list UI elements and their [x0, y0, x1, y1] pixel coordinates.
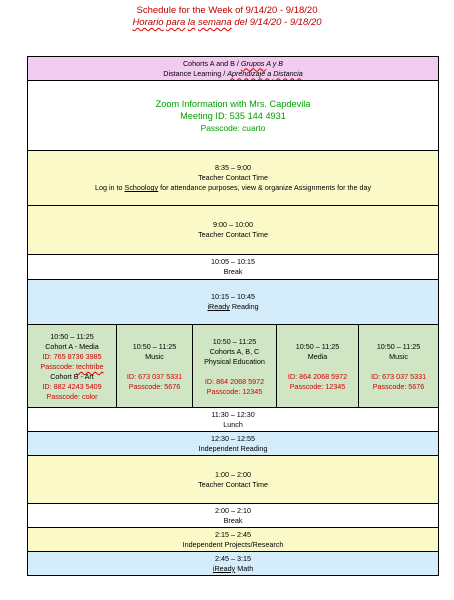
spacer: [277, 362, 358, 372]
specials-time: 10:50 – 11:25: [50, 332, 94, 341]
cohorts-text: Cohorts A and B /: [182, 58, 241, 68]
passcode-text: Passcode:: [40, 362, 76, 371]
specials-meeting-id: ID: 673 037 5331: [370, 372, 427, 381]
spacer: [359, 362, 438, 372]
zoom-cell: [28, 81, 439, 151]
specials-cell: [359, 325, 439, 408]
block-label: Independent Reading: [198, 443, 268, 453]
block-time: 10:05 – 10:15: [211, 257, 256, 266]
specials-time: 10:50 – 11:25: [132, 342, 177, 351]
specials-title: Cohorts A, B, C: [209, 347, 260, 356]
block-time: 2:00 – 2:10: [215, 505, 252, 515]
block-time: 8:35 – 9:00: [215, 163, 252, 172]
specials-title: Music: [145, 352, 164, 361]
zoom-row: [28, 81, 439, 151]
specials-title: Cohort A - Media: [45, 342, 99, 351]
distance-text-es: Distancia: [273, 68, 303, 78]
cohorts-text-es: Grupos: [240, 58, 267, 68]
specials-time: 10:50 – 11:25: [376, 342, 421, 351]
note-text: for attendance purposes, view & organize Assignments for the day: [158, 183, 372, 192]
label-text: Math: [235, 563, 254, 573]
specials-row: [28, 325, 439, 408]
block-time: 1:00 – 2:00: [215, 469, 252, 479]
specials-meeting-id: ID: 864 2068 5972: [287, 372, 348, 381]
specials-title: Physical Education: [204, 357, 265, 366]
note-text: Log in to: [94, 183, 125, 192]
specials-passcode: Passcode: 5676: [128, 382, 181, 391]
title-word: semana: [197, 17, 232, 28]
block-label: Teacher Contact Time: [198, 230, 268, 239]
title-dates: del 9/14/20 - 9/18/20: [234, 17, 322, 28]
block-cell: [28, 408, 439, 432]
block-row: [28, 552, 439, 576]
block-row: [28, 528, 439, 552]
block-label: Teacher Contact Time: [198, 173, 268, 182]
block-cell: [28, 255, 439, 280]
block-cell: [28, 456, 439, 504]
specials-passcode: Passcode: 5676: [372, 382, 425, 391]
cohorts-text-es: A y B: [266, 58, 284, 68]
block-row: [28, 206, 439, 255]
block-row: [28, 280, 439, 325]
specials-title: Music: [389, 352, 408, 361]
specials-meeting-id: ID: 765 8736 3985: [42, 352, 102, 361]
block-time: 10:15 – 10:45: [211, 292, 256, 301]
label-text: Reading: [229, 302, 259, 311]
distance-text-es: Aprendizaje a: [227, 68, 274, 78]
specials-meeting-id: ID: 864 2068 5972: [204, 377, 265, 386]
block-label: [28, 302, 438, 312]
schedule-title-spanish: [0, 17, 454, 29]
block-cell: [28, 504, 439, 528]
block-time: 12:30 – 12:55: [211, 433, 256, 443]
zoom-meeting-id: Meeting ID: 535 144 4931: [180, 110, 286, 121]
passcode-value: techtribe: [75, 362, 104, 371]
specials-time: 10:50 – 11:25: [212, 337, 257, 346]
cohorts-cell: [28, 57, 439, 81]
block-cell: [28, 280, 439, 325]
block-label: Break: [223, 515, 243, 525]
block-time: 2:15 – 2:45: [215, 529, 252, 539]
block-row: [28, 255, 439, 280]
specials-time: 10:50 – 11:25: [295, 342, 340, 351]
specials-meeting-id: ID: 882 4243 5409: [42, 382, 102, 391]
specials-cell: [117, 325, 193, 408]
cohorts-line: [28, 59, 438, 69]
specials-cell: [193, 325, 277, 408]
specials-cell: [28, 325, 117, 408]
title-word: la: [187, 17, 196, 28]
schedule-title: Schedule for the Week of 9/14/20 - 9/18/20: [136, 5, 318, 16]
iready-link[interactable]: iReady: [212, 563, 236, 573]
distance-text: Distance Learning /: [163, 68, 228, 78]
block-row: [28, 408, 439, 432]
schedule-table: [27, 56, 439, 576]
specials-meeting-id: ID: 673 037 5331: [126, 372, 183, 381]
block-label: Lunch: [223, 419, 243, 429]
title-word: para: [166, 17, 186, 28]
block-label: Break: [223, 267, 243, 276]
block-cell: [28, 206, 439, 255]
specials-passcode: Passcode: 12345: [206, 387, 263, 396]
spacer: [193, 367, 276, 377]
block-time: 9:00 – 10:00: [213, 220, 254, 229]
specials-passcode: Passcode: 12345: [289, 382, 346, 391]
zoom-title: Zoom Information with Mrs. Capdevila: [155, 98, 311, 109]
block-time: 11:30 – 12:30: [211, 409, 255, 419]
title-word: Horario: [132, 17, 164, 28]
block-note: [28, 183, 438, 193]
block-row: [28, 151, 439, 206]
specials-title: Cohort B - Art: [50, 372, 94, 381]
block-cell: [28, 151, 439, 206]
zoom-passcode: Passcode: cuarto: [200, 122, 266, 133]
spacer: [117, 362, 192, 372]
block-cell: [28, 432, 439, 456]
block-label: Independent Projects/Research: [182, 539, 284, 549]
distance-line: [28, 69, 438, 79]
iready-link[interactable]: iReady: [207, 302, 230, 311]
schoology-link[interactable]: Schoology: [124, 183, 159, 192]
cohorts-row: [28, 57, 439, 81]
block-row: [28, 432, 439, 456]
block-row: [28, 504, 439, 528]
specials-cell: [277, 325, 359, 408]
specials-title: Media: [307, 352, 328, 361]
block-time: 2:45 – 3:15: [215, 553, 252, 563]
specials-passcode: Passcode: color: [46, 392, 98, 401]
block-row: [28, 456, 439, 504]
block-label: [28, 564, 438, 574]
block-cell: [28, 528, 439, 552]
block-label: Teacher Contact Time: [198, 479, 268, 489]
block-cell: [28, 552, 439, 576]
specials-passcode: [28, 362, 116, 372]
